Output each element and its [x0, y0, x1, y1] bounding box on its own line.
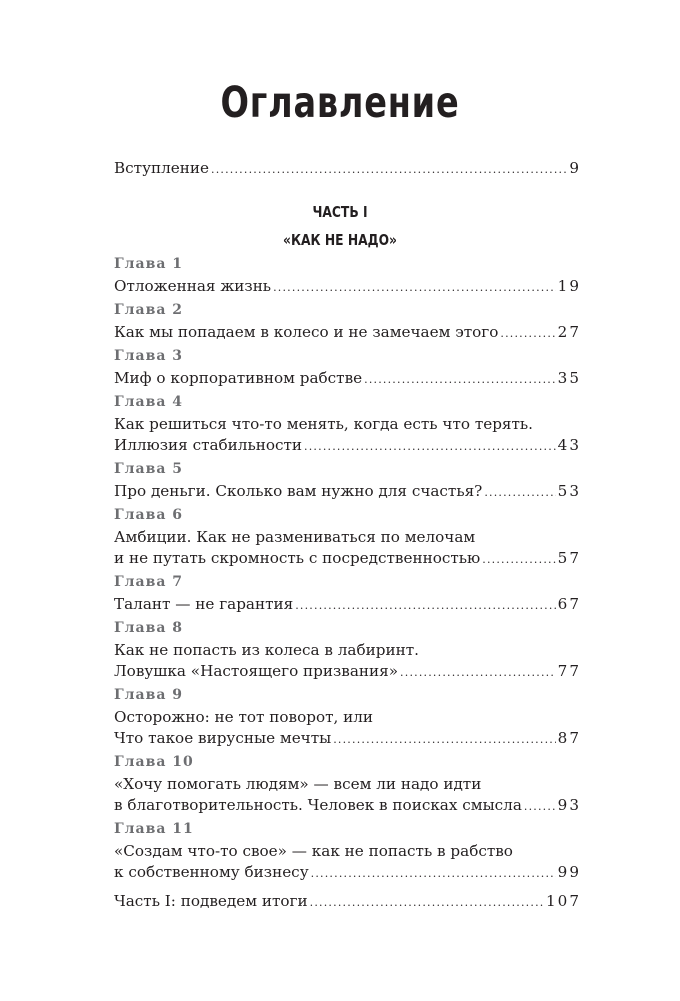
leader-dots: [310, 892, 544, 914]
toc-entry[interactable]: [114, 794, 579, 816]
toc-page-number: 43: [557, 436, 581, 454]
toc-entry[interactable]: [114, 861, 579, 883]
chapter-label: Глава 7: [114, 574, 184, 590]
toc-entry-text: Ловушка «Настоящего призвания»: [114, 662, 399, 680]
chapter-label: Глава 5: [114, 461, 184, 477]
toc-entry-text: к собственному бизнесу: [114, 863, 309, 881]
page-title: Оглавление: [220, 78, 460, 128]
toc-page-number: 9: [569, 159, 581, 177]
chapter-label: Глава 1: [114, 256, 184, 272]
leader-dots: [311, 863, 556, 885]
toc-entry-text: и не путать скромность с посредственностью: [114, 549, 481, 567]
toc-entry-text: Талант — не гарантия: [114, 595, 294, 613]
leader-dots: [484, 482, 555, 504]
toc-entry[interactable]: [114, 547, 579, 569]
toc-entry[interactable]: [114, 727, 579, 749]
toc-page-number: 107: [546, 892, 581, 910]
toc-entry[interactable]: [114, 434, 579, 456]
toc-page-number: 35: [557, 369, 581, 387]
toc-entry-text: Что такое вирусные мечты: [114, 729, 332, 747]
toc-entry-line: Амбиции. Как не размениваться по мелочам: [114, 528, 476, 546]
toc-entry-text: Как мы попадаем в колесо и не замечаем этого: [114, 323, 499, 341]
toc-page-number: 57: [557, 549, 581, 567]
part-label: ЧАСТЬ I: [312, 203, 368, 221]
toc-entry-text: Миф о корпоративном рабстве: [114, 369, 363, 387]
toc-entry-text: Иллюзия стабильности: [114, 436, 303, 454]
toc-page-number: 77: [557, 662, 581, 680]
toc-entry-line: Как решиться что-то менять, когда есть что терять.: [114, 415, 534, 433]
chapter-label: Глава 9: [114, 687, 184, 703]
toc-entry[interactable]: [114, 593, 579, 615]
toc-entry-intro[interactable]: [114, 157, 579, 179]
toc-page-number: 19: [557, 277, 581, 295]
toc-page-number: 27: [557, 323, 581, 341]
toc-page-number: 93: [557, 796, 581, 814]
toc-entry-text: Отложенная жизнь: [114, 277, 272, 295]
toc-entry[interactable]: [114, 275, 579, 297]
toc-page-number: 53: [557, 482, 581, 500]
leader-dots: [295, 595, 555, 617]
leader-dots: [500, 323, 555, 345]
toc-entry-line: Осторожно: не тот поворот, или: [114, 708, 374, 726]
toc-entry-text: в благотворительность. Человек в поисках смысла: [114, 796, 522, 814]
toc-entry-summary[interactable]: [114, 890, 579, 912]
chapter-label: Глава 3: [114, 348, 184, 364]
toc-entry-text: Вступление: [114, 159, 209, 177]
leader-dots: [211, 159, 567, 181]
toc-entry-line: Как не попасть из колеса в лабиринт.: [114, 641, 419, 659]
chapter-label: Глава 10: [114, 754, 194, 770]
part-name: «КАК НЕ НАДО»: [282, 231, 398, 249]
leader-dots: [524, 796, 556, 818]
leader-dots: [273, 277, 556, 299]
chapter-label: Глава 8: [114, 620, 184, 636]
toc-entry-line: «Хочу помогать людям» — всем ли надо идти: [114, 775, 482, 793]
leader-dots: [304, 436, 556, 458]
toc-entry[interactable]: [114, 321, 579, 343]
toc-entry[interactable]: [114, 480, 579, 502]
leader-dots: [482, 549, 555, 571]
leader-dots: [333, 729, 555, 751]
toc-page-number: 99: [557, 863, 581, 881]
chapter-label: Глава 4: [114, 394, 184, 410]
chapter-label: Глава 11: [114, 821, 194, 837]
toc-entry[interactable]: [114, 367, 579, 389]
toc-entry-text: Часть I: подведем итоги: [114, 892, 308, 910]
toc-entry[interactable]: [114, 660, 579, 682]
leader-dots: [400, 662, 556, 684]
leader-dots: [364, 369, 556, 391]
toc-page-number: 67: [557, 595, 581, 613]
toc-entry-text: Про деньги. Сколько вам нужно для счастья?: [114, 482, 483, 500]
toc-page-number: 87: [557, 729, 581, 747]
chapter-label: Глава 6: [114, 507, 184, 523]
chapter-label: Глава 2: [114, 302, 184, 318]
toc-entry-line: «Создам что-то свое» — как не попасть в рабство: [114, 842, 513, 860]
